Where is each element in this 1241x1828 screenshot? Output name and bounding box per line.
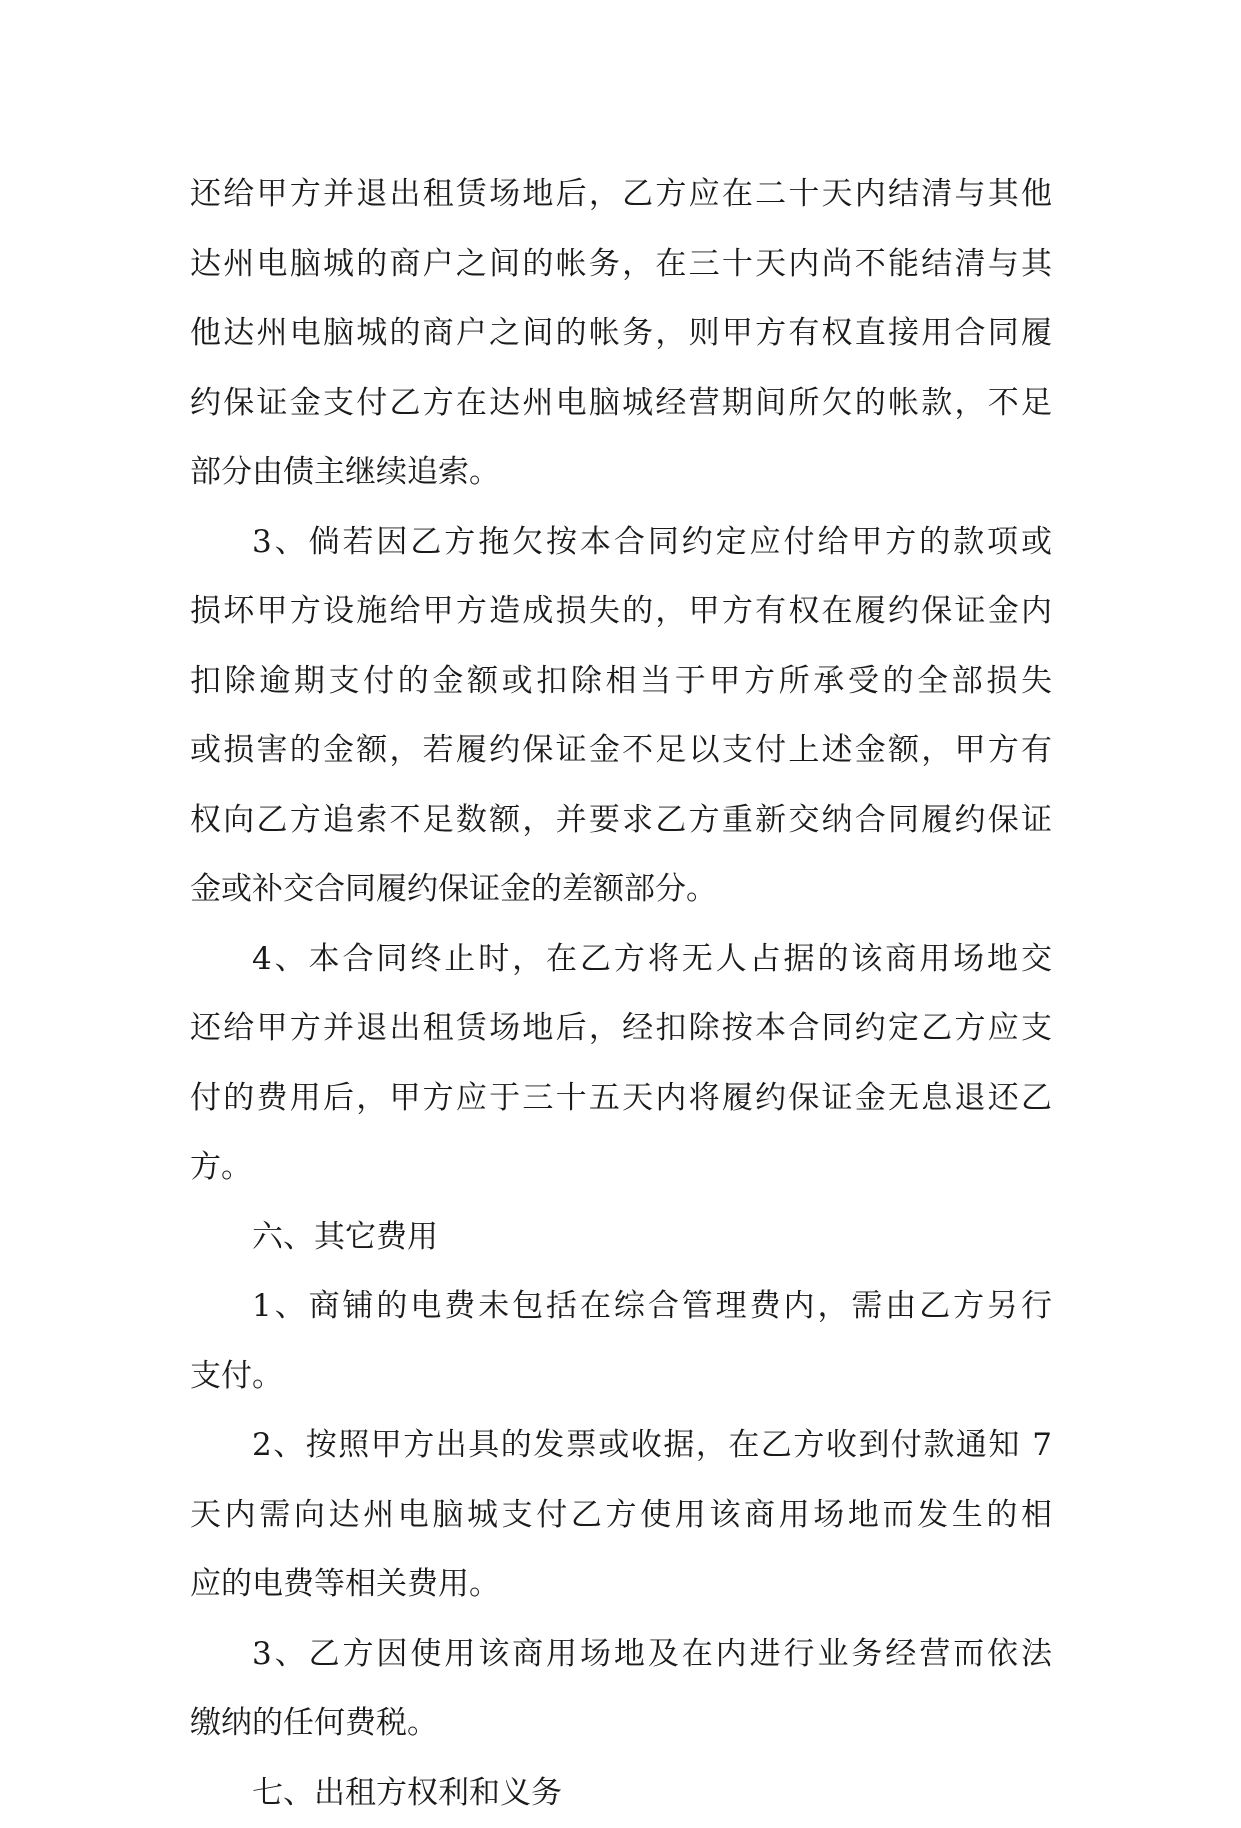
text-line: 缴纳的任何费税。 bbox=[190, 1689, 1052, 1759]
text-line: 或损害的金额，若履约保证金不足以支付上述金额，甲方有 bbox=[190, 716, 1052, 786]
text-line: 损坏甲方设施给甲方造成损失的，甲方有权在履约保证金内 bbox=[190, 577, 1052, 647]
text-line: 付的费用后，甲方应于三十五天内将履约保证金无息退还乙 bbox=[190, 1064, 1052, 1134]
fee-clause-2-line: 2、按照甲方出具的发票或收据，在乙方收到付款通知 7 bbox=[190, 1411, 1052, 1481]
fee-clause-1-line: 1、商铺的电费未包括在综合管理费内，需由乙方另行 bbox=[190, 1272, 1052, 1342]
section-heading-other-fees: 六、其它费用 bbox=[190, 1203, 1052, 1273]
text-line: 应的电费等相关费用。 bbox=[190, 1550, 1052, 1620]
text-line: 约保证金支付乙方在达州电脑城经营期间所欠的帐款，不足 bbox=[190, 369, 1052, 439]
section-heading-lessor-rights: 七、出租方权利和义务 bbox=[190, 1759, 1052, 1828]
text-line: 扣除逾期支付的金额或扣除相当于甲方所承受的全部损失 bbox=[190, 647, 1052, 717]
fee-clause-3-line: 3、乙方因使用该商用场地及在内进行业务经营而依法 bbox=[190, 1620, 1052, 1690]
text-line: 还给甲方并退出租赁场地后，经扣除按本合同约定乙方应支 bbox=[190, 994, 1052, 1064]
text-line: 天内需向达州电脑城支付乙方使用该商用场地而发生的相 bbox=[190, 1481, 1052, 1551]
text-line: 金或补交合同履约保证金的差额部分。 bbox=[190, 855, 1052, 925]
text-line: 支付。 bbox=[190, 1342, 1052, 1412]
text-line: 他达州电脑城的商户之间的帐务，则甲方有权直接用合同履 bbox=[190, 299, 1052, 369]
text-line: 权向乙方追索不足数额，并要求乙方重新交纳合同履约保证 bbox=[190, 786, 1052, 856]
document-body bbox=[190, 160, 1052, 1828]
text-line: 部分由债主继续追索。 bbox=[190, 438, 1052, 508]
clause-4-line: 4、本合同终止时，在乙方将无人占据的该商用场地交 bbox=[190, 925, 1052, 995]
text-line: 达州电脑城的商户之间的帐务，在三十天内尚不能结清与其 bbox=[190, 230, 1052, 300]
text-line: 还给甲方并退出租赁场地后，乙方应在二十天内结清与其他 bbox=[190, 160, 1052, 230]
clause-3-line: 3、倘若因乙方拖欠按本合同约定应付给甲方的款项或 bbox=[190, 508, 1052, 578]
text-line: 方。 bbox=[190, 1133, 1052, 1203]
